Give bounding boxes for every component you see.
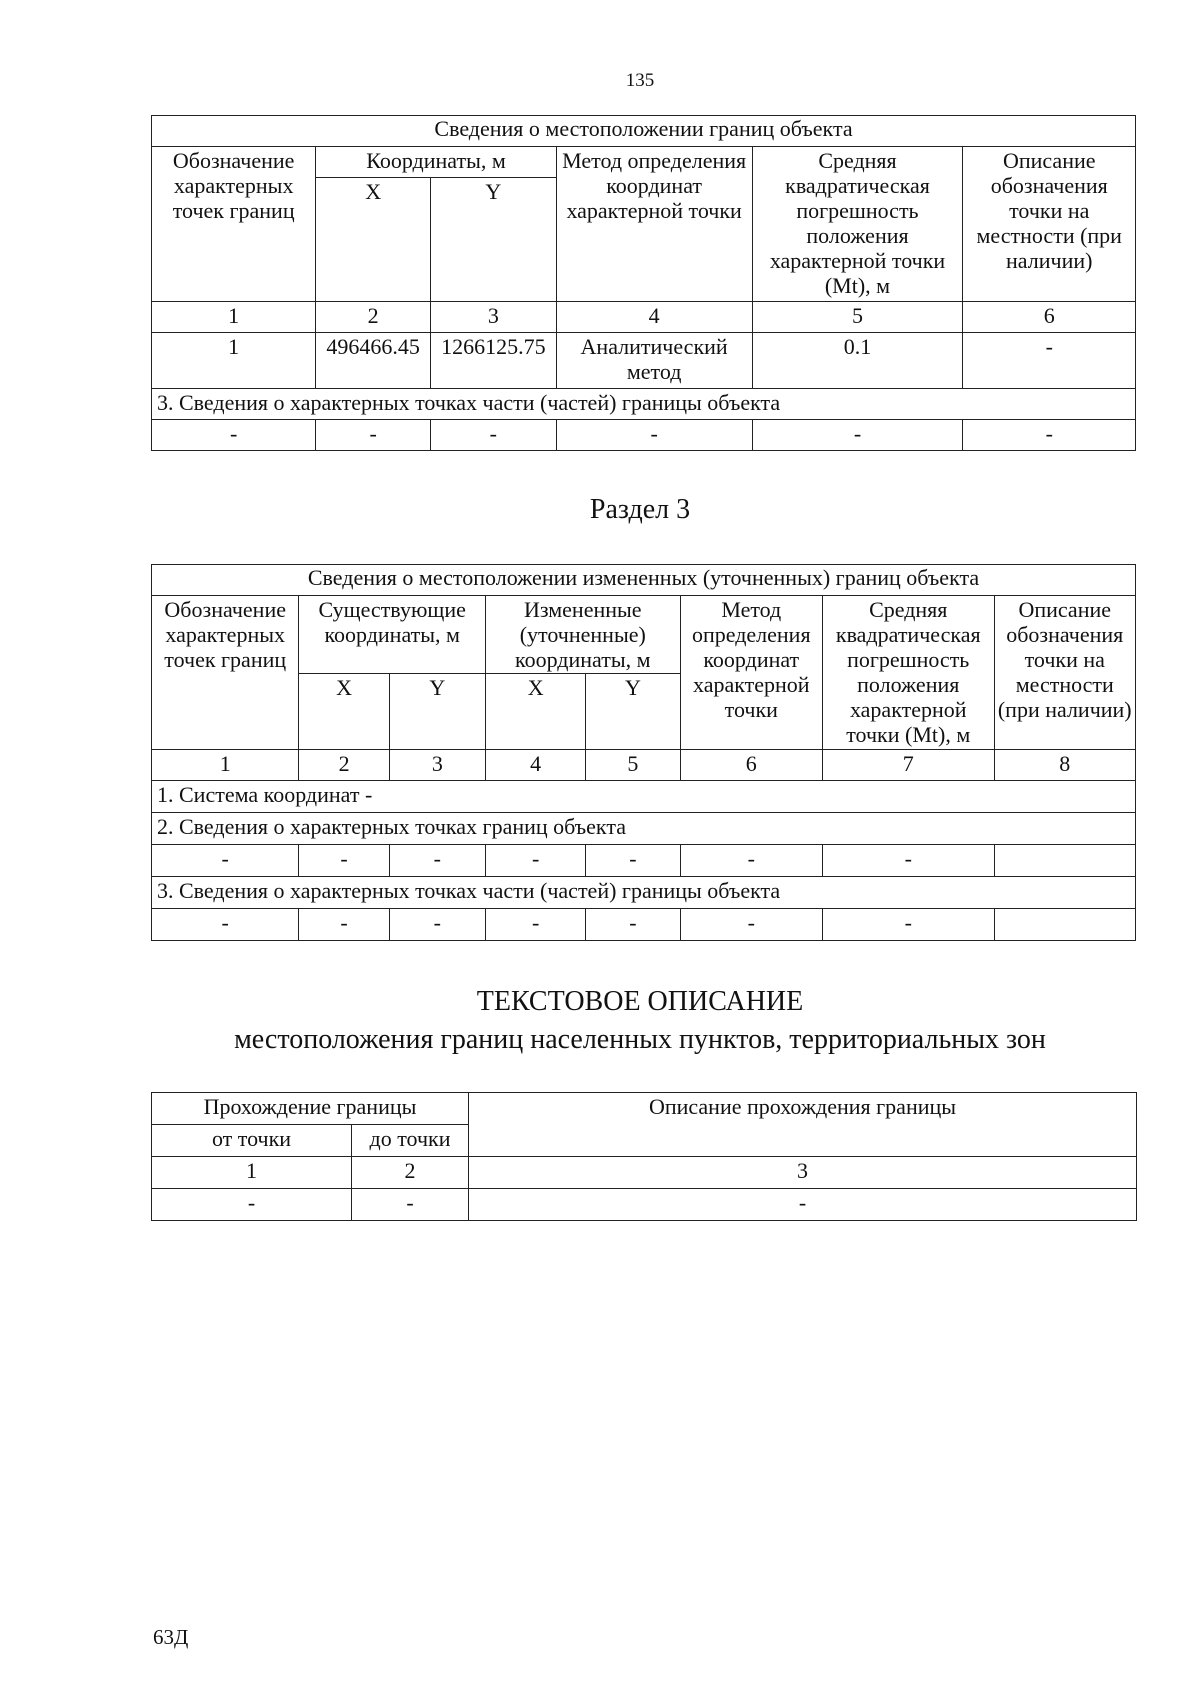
table-cell: - bbox=[752, 420, 963, 451]
column-number: 1 bbox=[152, 302, 316, 333]
table-cell: - bbox=[152, 1189, 352, 1221]
header-description: Описание обозначения точки на местности (при наличии) bbox=[963, 147, 1136, 302]
header-from-point: от точки bbox=[152, 1125, 352, 1157]
table-cell: 1266125.75 bbox=[430, 333, 556, 389]
column-number: 4 bbox=[556, 302, 752, 333]
header-x: X bbox=[316, 178, 431, 302]
header-y: Y bbox=[389, 674, 485, 750]
header-y: Y bbox=[430, 178, 556, 302]
table-cell: - bbox=[586, 845, 680, 877]
text-description-title: ТЕКСТОВОЕ ОПИСАНИЕ bbox=[476, 986, 804, 1017]
table-cell: 496466.45 bbox=[316, 333, 431, 389]
changed-boundary-table bbox=[151, 564, 1136, 941]
column-number: 1 bbox=[152, 750, 299, 781]
header-passage-description: Описание прохождения границы bbox=[469, 1093, 1137, 1157]
column-number: 5 bbox=[586, 750, 680, 781]
table-cell: - bbox=[352, 1189, 469, 1221]
header-x: X bbox=[299, 674, 389, 750]
column-number: 3 bbox=[430, 302, 556, 333]
header-error: Средняя квадратическая погрешность положения характерной точки (Mt), м bbox=[822, 596, 994, 750]
header-description: Описание обозначения точки на местности (при наличии) bbox=[994, 596, 1136, 750]
table-cell: - bbox=[485, 909, 585, 941]
table-row bbox=[152, 420, 1136, 451]
column-number: 7 bbox=[822, 750, 994, 781]
table-caption: Сведения о местоположении измененных (уточненных) границ объекта bbox=[152, 565, 1136, 596]
coordinate-system-label: 1. Система координат - bbox=[152, 781, 1136, 813]
column-number: 8 bbox=[994, 750, 1136, 781]
table-cell: 1 bbox=[152, 333, 316, 389]
table-cell: - bbox=[152, 845, 299, 877]
table-cell: - bbox=[389, 909, 485, 941]
section-label: 3. Сведения о характерных точках части (частей) границы объекта bbox=[152, 389, 1136, 420]
column-number: 2 bbox=[299, 750, 389, 781]
column-number: 6 bbox=[963, 302, 1136, 333]
table-cell: - bbox=[586, 909, 680, 941]
boundary-passage-table bbox=[151, 1092, 1137, 1221]
header-coordinates: Координаты, м bbox=[316, 147, 556, 178]
column-number: 5 bbox=[752, 302, 963, 333]
table-cell bbox=[994, 845, 1136, 877]
column-number: 2 bbox=[316, 302, 431, 333]
table-row bbox=[152, 333, 1136, 389]
page-number: 135 bbox=[625, 70, 655, 91]
header-y: Y bbox=[586, 674, 680, 750]
section-label: 3. Сведения о характерных точках части (частей) границы объекта bbox=[152, 877, 1136, 909]
table-cell: - bbox=[299, 845, 389, 877]
column-number: 3 bbox=[469, 1157, 1137, 1189]
table-cell: - bbox=[469, 1189, 1137, 1221]
table-row bbox=[152, 845, 1136, 877]
table-cell: - bbox=[822, 909, 994, 941]
text-description-subtitle: местоположения границ населенных пунктов, территориальных зон bbox=[234, 1024, 1046, 1055]
header-to-point: до точки bbox=[352, 1125, 469, 1157]
table-caption: Сведения о местоположении границ объекта bbox=[152, 116, 1136, 147]
table-cell: - bbox=[822, 845, 994, 877]
header-designation: Обозначение характерных точек границ bbox=[152, 596, 299, 750]
column-number: 6 bbox=[680, 750, 822, 781]
column-number: 1 bbox=[152, 1157, 352, 1189]
header-x: X bbox=[485, 674, 585, 750]
column-number: 3 bbox=[389, 750, 485, 781]
section-title: Раздел 3 bbox=[589, 494, 691, 525]
header-existing-coordinates: Существующие координаты, м bbox=[299, 596, 486, 674]
table-cell: - bbox=[389, 845, 485, 877]
table-cell: - bbox=[152, 909, 299, 941]
footer-code: 63Д bbox=[153, 1625, 189, 1649]
table-cell: - bbox=[316, 420, 431, 451]
table-cell: - bbox=[680, 845, 822, 877]
table-cell: - bbox=[963, 420, 1136, 451]
table-cell: - bbox=[680, 909, 822, 941]
header-changed-coordinates: Измененные (уточненные) координаты, м bbox=[485, 596, 680, 674]
table-cell: - bbox=[963, 333, 1136, 389]
table-row bbox=[152, 1189, 1137, 1221]
table-cell: - bbox=[152, 420, 316, 451]
header-passage: Прохождение границы bbox=[152, 1093, 469, 1125]
header-designation: Обозначение характерных точек границ bbox=[152, 147, 316, 302]
header-method: Метод определения координат характерной точки bbox=[556, 147, 752, 302]
table-cell: - bbox=[485, 845, 585, 877]
table-cell: - bbox=[299, 909, 389, 941]
section-label: 2. Сведения о характерных точках границ объекта bbox=[152, 813, 1136, 845]
table-cell bbox=[994, 909, 1136, 941]
column-number: 2 bbox=[352, 1157, 469, 1189]
table-cell: 0.1 bbox=[752, 333, 963, 389]
table-cell: - bbox=[556, 420, 752, 451]
table-cell: - bbox=[430, 420, 556, 451]
header-error: Средняя квадратическая погрешность положения характерной точки (Mt), м bbox=[752, 147, 963, 302]
header-method: Метод определения координат характерной точки bbox=[680, 596, 822, 750]
column-number: 4 bbox=[485, 750, 585, 781]
table-row bbox=[152, 909, 1136, 941]
boundary-location-table bbox=[151, 115, 1136, 451]
table-cell: Аналитический метод bbox=[556, 333, 752, 389]
